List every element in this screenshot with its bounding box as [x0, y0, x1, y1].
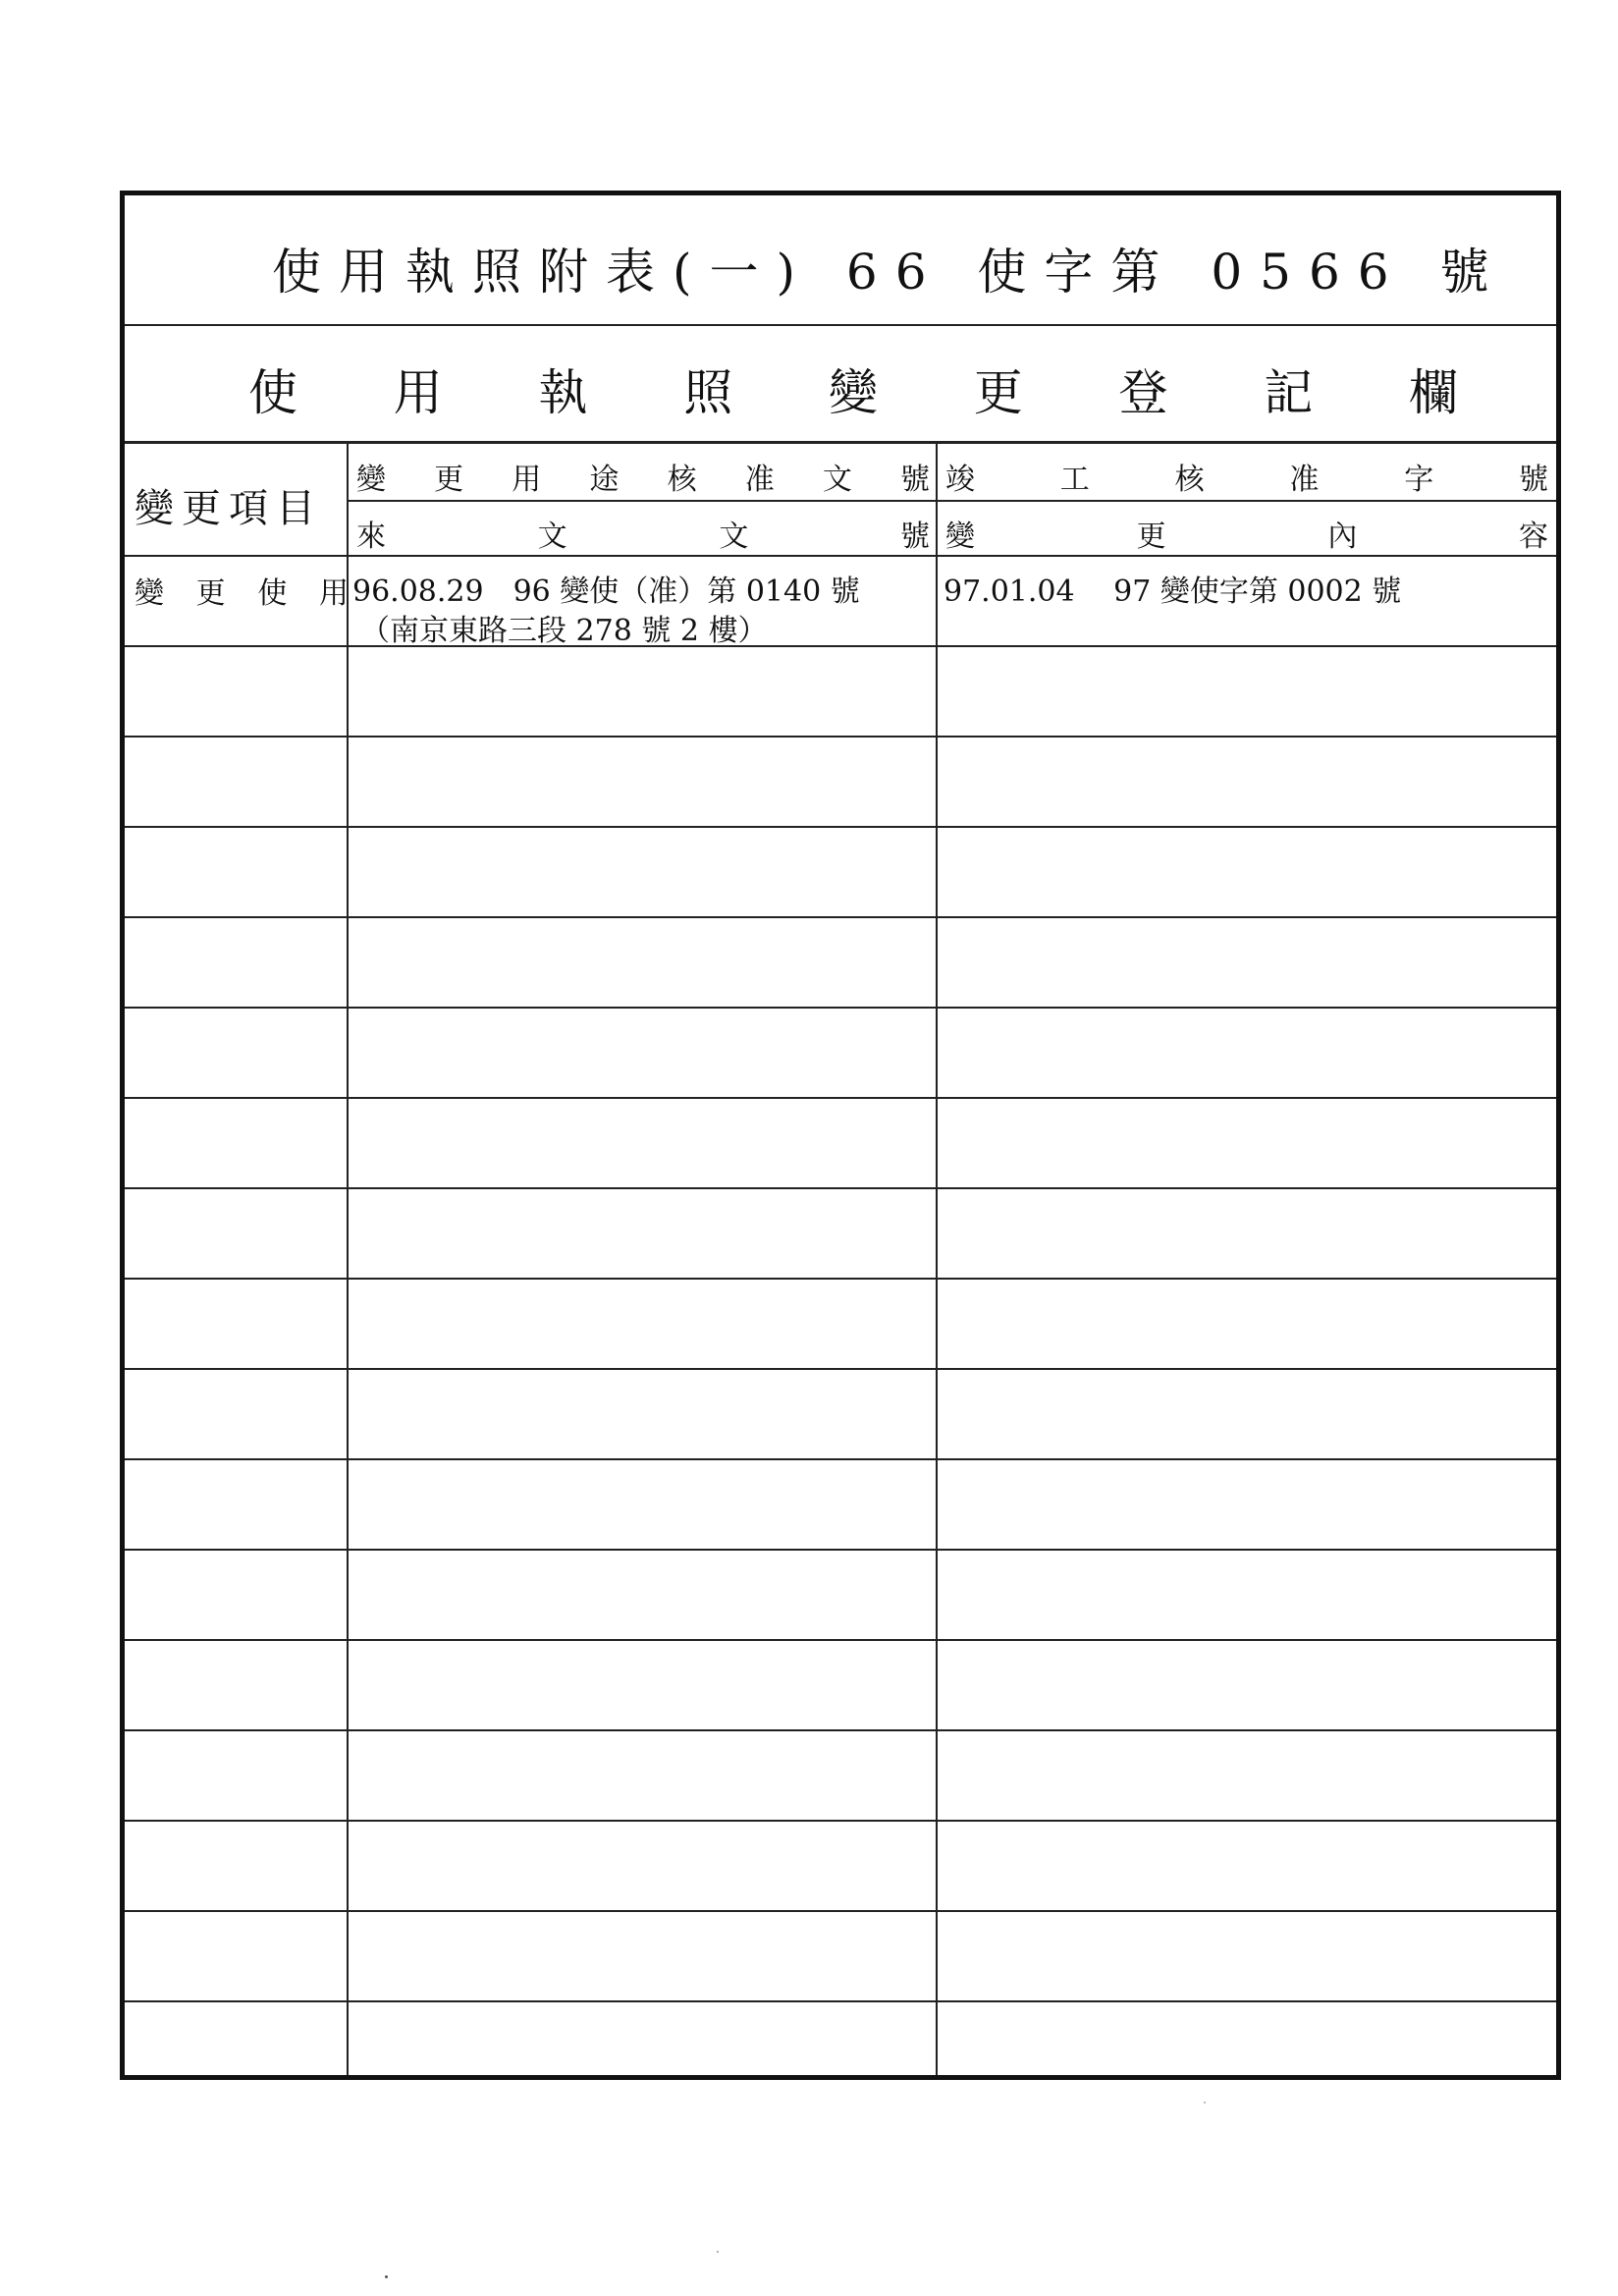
row-approval-line1: 96.08.29 96 變使（准）第 0140 號 [352, 574, 860, 609]
row-divider [125, 826, 1556, 828]
header-char: 容 [1518, 519, 1548, 554]
document-title: 使用執照附表(一) 66 使字第 0566 號 [272, 244, 1507, 301]
row-completion-no: 97.01.04 97 變使字第 0002 號 [944, 574, 1402, 609]
header-char: 字 [1404, 463, 1434, 497]
header-char: 途 [589, 463, 620, 497]
subtitle-char: 使 [248, 364, 297, 421]
scan-speck [717, 2251, 719, 2253]
row-divider [125, 1187, 1556, 1189]
header-char: 來 [356, 519, 386, 554]
row-divider [125, 645, 1556, 647]
header-char: 更 [1136, 519, 1166, 554]
scan-speck [1204, 2102, 1206, 2104]
row-divider [125, 2000, 1556, 2002]
header-char: 核 [1174, 463, 1205, 497]
row-divider [125, 1458, 1556, 1460]
header-change-item: 變更項目 [135, 486, 323, 531]
header-char: 文 [537, 519, 567, 554]
header-char: 用 [512, 463, 542, 497]
header-char: 准 [744, 463, 775, 497]
subtitle-char: 登 [1118, 364, 1168, 421]
column-divider [936, 444, 938, 2075]
subtitle-char: 變 [829, 364, 878, 421]
title-row [125, 195, 1556, 326]
row-divider [125, 916, 1556, 918]
row-divider [125, 1639, 1556, 1641]
header-split-line [349, 500, 1556, 502]
subtitle-char: 更 [973, 364, 1023, 421]
row-divider [125, 1097, 1556, 1099]
subtitle-char: 記 [1264, 364, 1314, 421]
row-divider [125, 1368, 1556, 1370]
item-char: 變 [135, 576, 164, 611]
item-char: 更 [195, 576, 226, 611]
row-divider [125, 1820, 1556, 1822]
header-char: 內 [1327, 519, 1358, 554]
subtitle-char: 執 [538, 364, 588, 421]
header-char: 變 [945, 519, 975, 554]
subtitle [125, 354, 1556, 424]
subtitle-char: 用 [393, 364, 443, 421]
header-char: 准 [1289, 463, 1320, 497]
header-char: 號 [899, 463, 930, 497]
row-divider [125, 1729, 1556, 1731]
item-char: 使 [257, 576, 288, 611]
row-divider [125, 1278, 1556, 1280]
subtitle-char: 照 [683, 364, 733, 421]
column-divider [347, 444, 349, 2075]
header-char: 文 [719, 519, 749, 554]
row-divider [125, 555, 1556, 557]
header-char: 號 [1518, 463, 1548, 497]
header-char: 更 [434, 463, 464, 497]
header-char: 工 [1059, 463, 1090, 497]
header-char: 變 [356, 463, 386, 497]
item-char: 用 [318, 576, 349, 611]
row-approval-line2: （南京東路三段 278 號 2 樓） [360, 614, 768, 648]
header-char: 核 [667, 463, 697, 497]
header-change-content [945, 512, 1548, 555]
header-char: 文 [822, 463, 852, 497]
row-divider [125, 736, 1556, 738]
header-approval-doc [356, 455, 930, 498]
header-incoming-doc [356, 512, 930, 555]
header-char: 竣 [945, 463, 975, 497]
header-completion-no [945, 455, 1548, 498]
scan-speck [385, 2275, 388, 2278]
row-divider [125, 1007, 1556, 1009]
row-divider [125, 1549, 1556, 1551]
row-divider [125, 1910, 1556, 1912]
subtitle-char: 欄 [1409, 364, 1458, 421]
row-change-item [135, 569, 349, 612]
permit-sheet [120, 191, 1561, 2080]
header-char: 號 [899, 519, 930, 554]
subtitle-row [125, 326, 1556, 444]
